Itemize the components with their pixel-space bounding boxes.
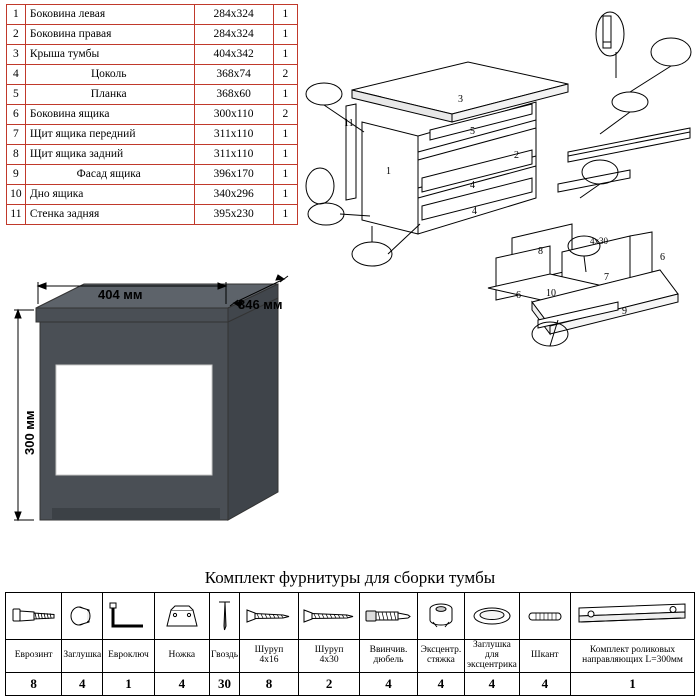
part-qty: 1 bbox=[273, 205, 297, 225]
part-qty: 1 bbox=[273, 125, 297, 145]
hardware-count: 2 bbox=[298, 672, 359, 695]
width-dimension-label: 404 мм bbox=[98, 287, 143, 302]
part-qty: 1 bbox=[273, 165, 297, 185]
parts-table bbox=[6, 4, 298, 225]
svg-text:1: 1 bbox=[386, 166, 391, 177]
part-size: 368х60 bbox=[194, 85, 273, 105]
hardware-count: 8 bbox=[6, 672, 62, 695]
dowel-icon bbox=[360, 593, 417, 640]
svg-text:3: 3 bbox=[458, 94, 463, 105]
svg-text:6: 6 bbox=[660, 252, 665, 263]
part-name: Крыша тумбы bbox=[25, 45, 194, 65]
part-size: 404х342 bbox=[194, 45, 273, 65]
table-row bbox=[7, 185, 298, 205]
nail-icon bbox=[210, 593, 240, 640]
part-name: Цоколь bbox=[25, 65, 194, 85]
svg-text:2: 2 bbox=[514, 150, 519, 161]
hardware-name: Гвоздь bbox=[210, 640, 240, 673]
table-row bbox=[7, 205, 298, 225]
part-name: Боковина правая bbox=[25, 25, 194, 45]
hardware-icon-row bbox=[6, 593, 695, 640]
part-qty: 1 bbox=[273, 85, 297, 105]
hardware-count: 8 bbox=[240, 672, 299, 695]
hardware-count: 4 bbox=[62, 672, 103, 695]
hardware-count: 1 bbox=[571, 672, 695, 695]
part-qty: 1 bbox=[273, 45, 297, 65]
part-size: 311х110 bbox=[194, 145, 273, 165]
cabinet-dimension-drawing bbox=[0, 270, 370, 560]
drawer-slide-icon bbox=[571, 593, 695, 640]
cam-lock-icon bbox=[417, 593, 465, 640]
svg-text:5: 5 bbox=[470, 126, 475, 137]
part-number: 4 bbox=[7, 65, 26, 85]
svg-text:6: 6 bbox=[516, 290, 521, 301]
part-size: 396х170 bbox=[194, 165, 273, 185]
hardware-name: Евроключ bbox=[103, 640, 154, 673]
part-qty: 2 bbox=[273, 65, 297, 85]
part-qty: 1 bbox=[273, 5, 297, 25]
hardware-section-title: Комплект фурнитуры для сборки тумбы bbox=[204, 568, 496, 587]
part-name: Планка bbox=[25, 85, 194, 105]
svg-text:10: 10 bbox=[546, 288, 556, 299]
part-number: 5 bbox=[7, 85, 26, 105]
hardware-name: Ввинчив. дюбель bbox=[360, 640, 417, 673]
hardware-name: Заглушка bbox=[62, 640, 103, 673]
table-row bbox=[7, 5, 298, 25]
part-number: 3 bbox=[7, 45, 26, 65]
height-dimension-label: 300 мм bbox=[22, 410, 37, 455]
hardware-name-row bbox=[6, 640, 695, 673]
hardware-name: Шкант bbox=[519, 640, 570, 673]
screw-4x16-icon bbox=[240, 593, 299, 640]
part-qty: 1 bbox=[273, 25, 297, 45]
part-name: Щит ящика передний bbox=[25, 125, 194, 145]
table-row bbox=[7, 65, 298, 85]
part-size: 311х110 bbox=[194, 125, 273, 145]
part-number: 10 bbox=[7, 185, 26, 205]
hardware-count: 4 bbox=[154, 672, 209, 695]
hardware-count-row bbox=[6, 672, 695, 695]
part-size: 395х230 bbox=[194, 205, 273, 225]
hardware-name: Шуруп 4х30 bbox=[298, 640, 359, 673]
svg-text:4х30: 4х30 bbox=[590, 236, 608, 246]
part-size: 300х110 bbox=[194, 105, 273, 125]
hardware-count: 4 bbox=[417, 672, 465, 695]
hardware-count: 4 bbox=[519, 672, 570, 695]
part-number: 6 bbox=[7, 105, 26, 125]
table-row bbox=[7, 25, 298, 45]
hardware-count: 1 bbox=[103, 672, 154, 695]
part-qty: 2 bbox=[273, 105, 297, 125]
table-row bbox=[7, 165, 298, 185]
part-size: 368х74 bbox=[194, 65, 273, 85]
table-row bbox=[7, 145, 298, 165]
part-number: 8 bbox=[7, 145, 26, 165]
table-row bbox=[7, 85, 298, 105]
allen-key-icon bbox=[103, 593, 154, 640]
hardware-name: Ножка bbox=[154, 640, 209, 673]
part-name: Щит ящика задний bbox=[25, 145, 194, 165]
part-qty: 1 bbox=[273, 185, 297, 205]
part-size: 340х296 bbox=[194, 185, 273, 205]
part-number: 1 bbox=[7, 5, 26, 25]
screw-4x30-icon bbox=[298, 593, 359, 640]
dowel-pin-icon bbox=[519, 593, 570, 640]
part-name: Боковина ящика bbox=[25, 105, 194, 125]
part-number: 7 bbox=[7, 125, 26, 145]
hardware-name: Заглушка для эксцентрика bbox=[465, 640, 519, 673]
part-name: Боковина левая bbox=[25, 5, 194, 25]
part-name: Стенка задняя bbox=[25, 205, 194, 225]
hardware-name: Комплект роликовых направляющих L=300мм bbox=[571, 640, 695, 673]
hardware-table bbox=[5, 592, 695, 696]
depth-dimension-label: 346 мм bbox=[238, 297, 283, 312]
svg-text:4: 4 bbox=[472, 206, 477, 217]
hardware-name: Еврозинт bbox=[6, 640, 62, 673]
table-row bbox=[7, 105, 298, 125]
svg-text:8: 8 bbox=[538, 246, 543, 257]
hardware-name: Шуруп 4х16 bbox=[240, 640, 299, 673]
cam-cap-icon bbox=[465, 593, 519, 640]
part-name: Фасад ящика bbox=[25, 165, 194, 185]
part-size: 284х324 bbox=[194, 25, 273, 45]
table-row bbox=[7, 125, 298, 145]
part-size: 284х324 bbox=[194, 5, 273, 25]
part-number: 11 bbox=[7, 205, 26, 225]
svg-text:7: 7 bbox=[604, 272, 609, 283]
part-qty: 1 bbox=[273, 145, 297, 165]
foot-icon bbox=[154, 593, 209, 640]
hardware-count: 30 bbox=[210, 672, 240, 695]
cap-icon bbox=[62, 593, 103, 640]
part-name: Дно ящика bbox=[25, 185, 194, 205]
hardware-count: 4 bbox=[360, 672, 417, 695]
part-number: 9 bbox=[7, 165, 26, 185]
svg-text:4: 4 bbox=[470, 180, 475, 191]
hardware-name: Эксцентр. стяжка bbox=[417, 640, 465, 673]
hardware-count: 4 bbox=[465, 672, 519, 695]
part-number: 2 bbox=[7, 25, 26, 45]
confirmat-screw-icon bbox=[6, 593, 62, 640]
svg-text:11: 11 bbox=[344, 118, 354, 129]
svg-text:9: 9 bbox=[622, 306, 627, 317]
table-row bbox=[7, 45, 298, 65]
